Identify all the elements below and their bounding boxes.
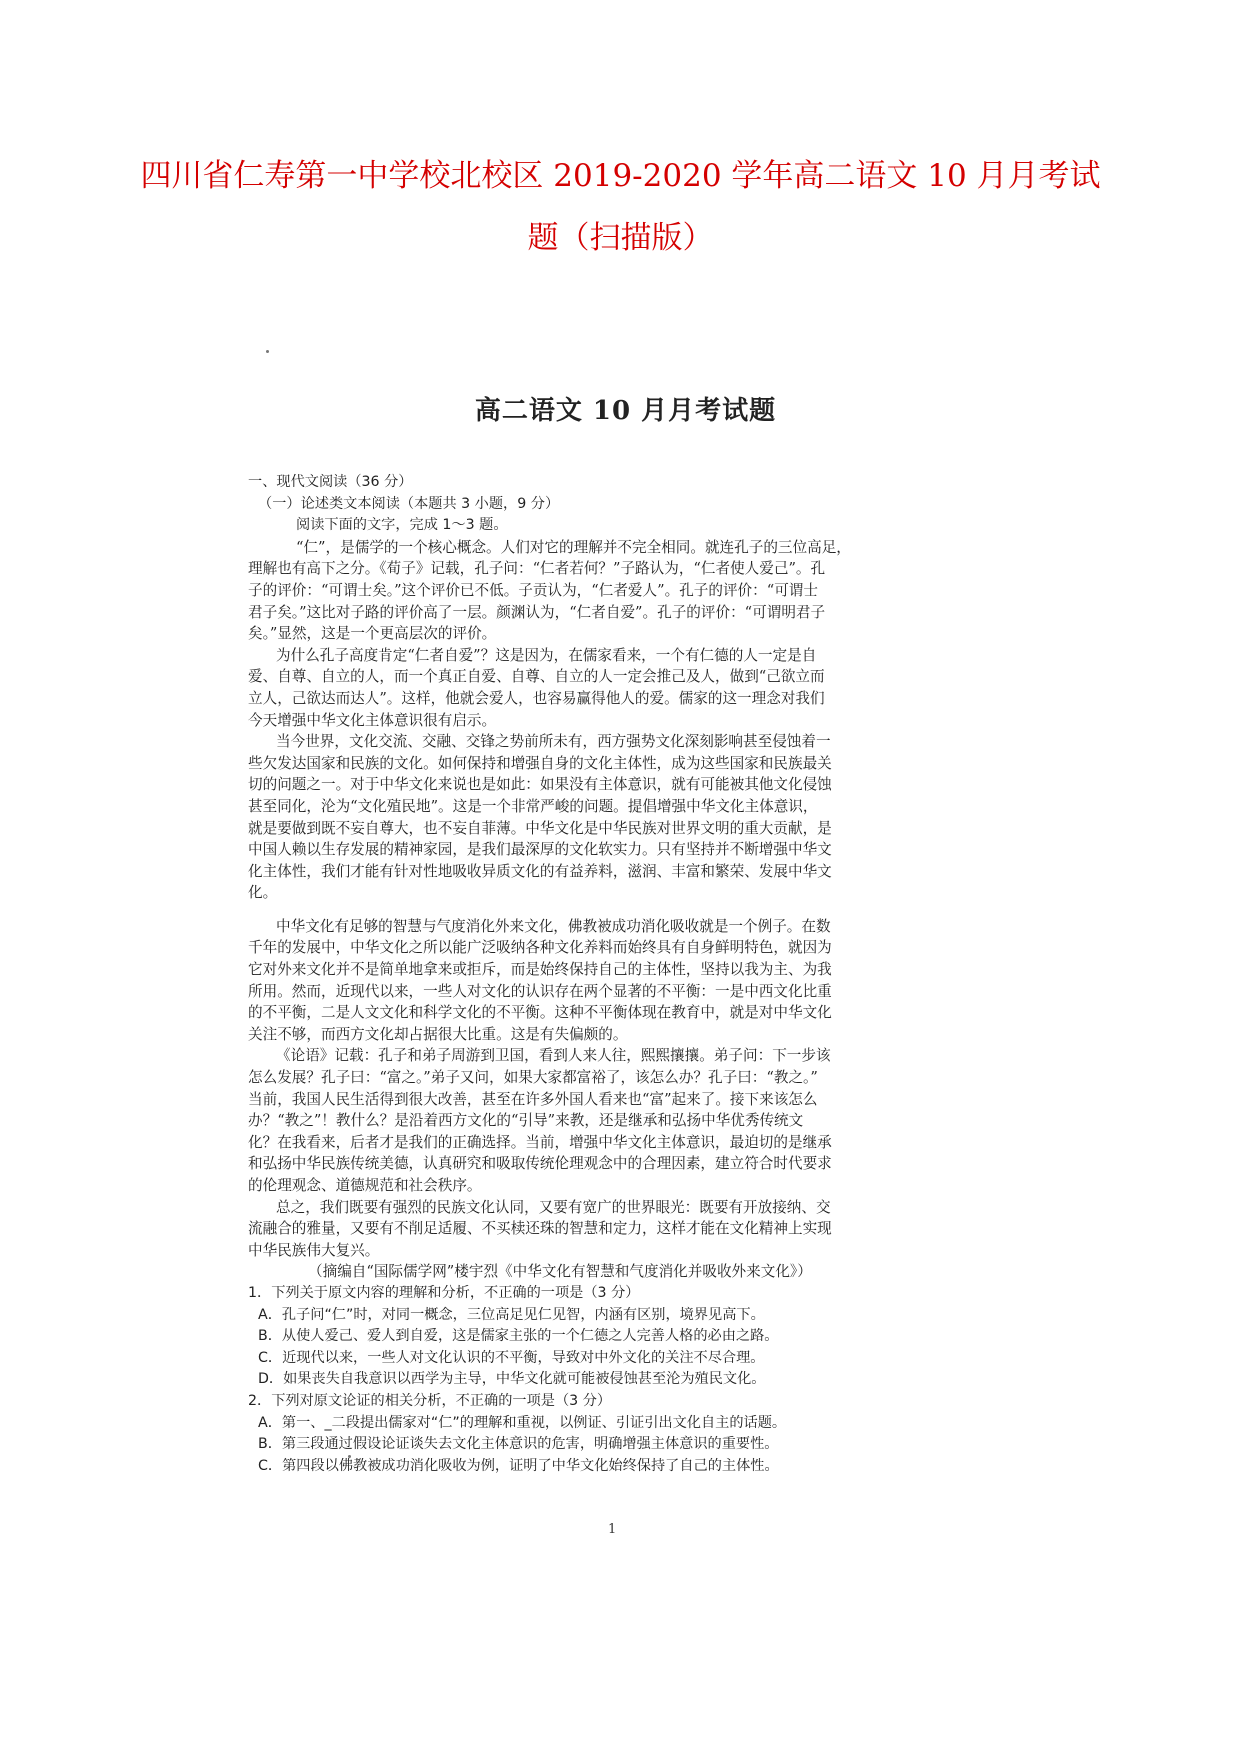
subsection-heading: （一）论述类文本阅读（本题共 3 小题，9 分） [258,495,560,512]
text-line: 化主体性，我们才能有针对性地吸收异质文化的有益养料，滋润、丰富和繁荣、发展中华文 [248,862,832,880]
text-line: 化。 [248,884,278,902]
text-line: 中国人赖以生存发展的精神家园，是我们最深厚的文化软实力。只有坚持并不断增强中华文 [248,841,832,859]
text-line: 怎么发展？孔子曰：“富之。”弟子又问，如果大家都富裕了，该怎么办？孔子曰：“教之。” [248,1069,818,1087]
text-line: 切的问题之一。对于中华文化来说也是如此：如果没有主体意识，就有可能被其他文化侵蚀 [248,776,832,794]
text-line: 些欠发达国家和民族的文化。如何保持和增强自身的文化主体性，成为这些国家和民族最关 [248,754,832,772]
text-line: 立人，己欲达而达人”。这样，他就会爱人，也容易赢得他人的爱。儒家的这一理念对我们 [248,689,825,707]
reading-instruction: 阅读下面的文字，完成 1～3 题。 [296,517,508,534]
answer-option: D．如果丧失自我意识以西学为主导，中华文化就可能被侵蚀甚至沦为殖民文化。 [258,1371,766,1388]
text-line: 的伦理观念、道德规范和社会秩序。 [248,1177,482,1194]
scan-speck [266,350,269,353]
text-line: 它对外来文化并不是简单地拿来或拒斥，而是始终保持自己的主体性，坚持以我为主、为我 [248,961,832,979]
answer-option: A．孔子问“仁”时，对同一概念，三位高足见仁见智，内涵有区别，境界见高下。 [258,1306,765,1323]
question-stem: 1．下列关于原文内容的理解和分析，不正确的一项是（3 分） [248,1284,640,1301]
paragraph-4 [248,916,1003,1046]
text-line: 甚至同化，沦为“文化殖民地”。这是一个非常严峻的问题。提倡增强中华文化主体意识， [248,797,818,815]
text-line: 办？“教之”！教什么？是沿着西方文化的“引导”来教，还是继承和弘扬中华优秀传统文 [248,1112,804,1130]
question-stem: 2．下列对原文论证的相关分析，不正确的一项是（3 分） [248,1392,612,1409]
answer-option: B．第三段通过假设论证谈失去文化主体意识的危害，明确增强主体意识的重要性。 [258,1436,779,1453]
text-line: 所用。然而，近现代以来，一些人对文化的认识存在两个显著的不平衡：一是中西文化比重 [248,982,832,1000]
text-line: 中华民族伟大复兴。 [248,1241,380,1259]
paragraph-6 [248,1197,1003,1262]
text-line: 总之，我们既要有强烈的民族文化认同，又要有宽广的世界眼光：既要有开放接纳、交 [276,1198,831,1216]
text-line: 《论语》记载：孔子和弟子周游到卫国，看到人来人往，熙熙攘攘。弟子问：下一步该 [276,1047,831,1065]
exam-body [248,472,1003,1477]
question-1 [248,1283,1003,1391]
paragraph-3 [248,731,1003,904]
text-line: 流融合的雅量，又要有不削足适履、不买椟还珠的智慧和定力，这样才能在文化精神上实现 [248,1220,832,1238]
page-number: 1 [608,1522,617,1537]
text-line: “仁”，是儒学的一个核心概念。人们对它的理解并不完全相同。就连孔子的三位高足， [296,538,851,556]
text-line: 关注不够，而西方文化却占据很大比重。这是有失偏颇的。 [248,1025,628,1043]
text-line: 千年的发展中，中华文化之所以能广泛吸纳各种文化养料而始终具有自身鲜明特色，就因为 [248,939,832,957]
text-line: 化？在我看来，后者才是我们的正确选择。当前，增强中华文化主体意识，最迫切的是继承 [248,1133,832,1151]
answer-option: B．从使人爱己、爱人到自爱，这是儒家主张的一个仁德之人完善人格的必由之路。 [258,1328,779,1345]
text-line: 君子矣。”这比对子路的评价高了一层。颜渊认为，“仁者自爱”。孔子的评价：“可谓明君子 [248,603,826,621]
answer-option: A．第一、_二段提出儒家对“仁”的理解和重视，以例证、引证引出文化自主的话题。 [258,1414,787,1431]
answer-option: C．近现代以来，一些人对文化认识的不平衡，导致对中外文化的关注不尽合理。 [258,1349,765,1366]
text-line: 子的评价：“可谓士矣。”这个评价已不低。子贡认为，“仁者爱人”。孔子的评价：“可谓士 [248,581,818,599]
text-line: 理解也有高下之分。《荀子》记载，孔子问：“仁者若何？”子路认为，“仁者使人爱己”。孔 [248,560,826,578]
text-line: 就是要做到既不妄自尊大，也不妄自菲薄。中华文化是中华民族对世界文明的重大贡献，是 [248,819,832,837]
section-heading: 一、现代文阅读（36 分） [248,474,413,490]
text-line: 当今世界，文化交流、交融、交锋之势前所未有，西方强势文化深刻影响甚至侵蚀着一 [276,733,831,751]
text-line: 的不平衡，二是人文文化和科学文化的不平衡。这种不平衡体现在教育中，就是对中华文化 [248,1004,832,1022]
text-line: 爱、自尊、自立的人，而一个真正自爱、自尊、自立的人一定会推己及人，做到“己欲立而 [248,668,825,686]
text-line: 今天增强中华文化主体意识很有启示。 [248,711,497,729]
text-line: 中华文化有足够的智慧与气度消化外来文化，佛教被成功消化吸收就是一个例子。在数 [276,917,831,935]
answer-option: C．第四段以佛教被成功消化吸收为例，证明了中华文化始终保持了自己的主体性。 [258,1457,779,1474]
exam-title: 高二语文 10 月月考试题 [474,396,777,426]
source-citation: （摘编自“国际儒学网”楼宇烈《中华文化有智慧和气度消化并吸收外来文化》） [308,1263,812,1281]
text-line: 矣。”显然，这是一个更高层次的评价。 [248,625,497,643]
paragraph-5 [248,1045,1003,1196]
text-line: 和弘扬中华民族传统美德，认真研究和吸取传统伦理观念中的合理因素，建立符合时代要求 [248,1155,832,1173]
paragraph-2 [248,645,1003,731]
question-2 [248,1391,1003,1477]
text-line: 当前，我国人民生活得到很大改善，甚至在许多外国人看来也“富”起来了。接下来该怎么 [248,1090,818,1108]
scanned-exam-page [248,380,1003,1570]
paragraph-1 [248,537,1003,645]
document-title-line1: 四川省仁寿第一中学校北校区 2019-2020 学年高二语文 10 月月考试 [140,158,1101,194]
document-title-line2: 题（扫描版） [527,220,714,256]
text-line: 为什么孔子高度肯定“仁者自爱”？这是因为，在儒家看来，一个有仁德的人一定是自 [276,646,817,664]
